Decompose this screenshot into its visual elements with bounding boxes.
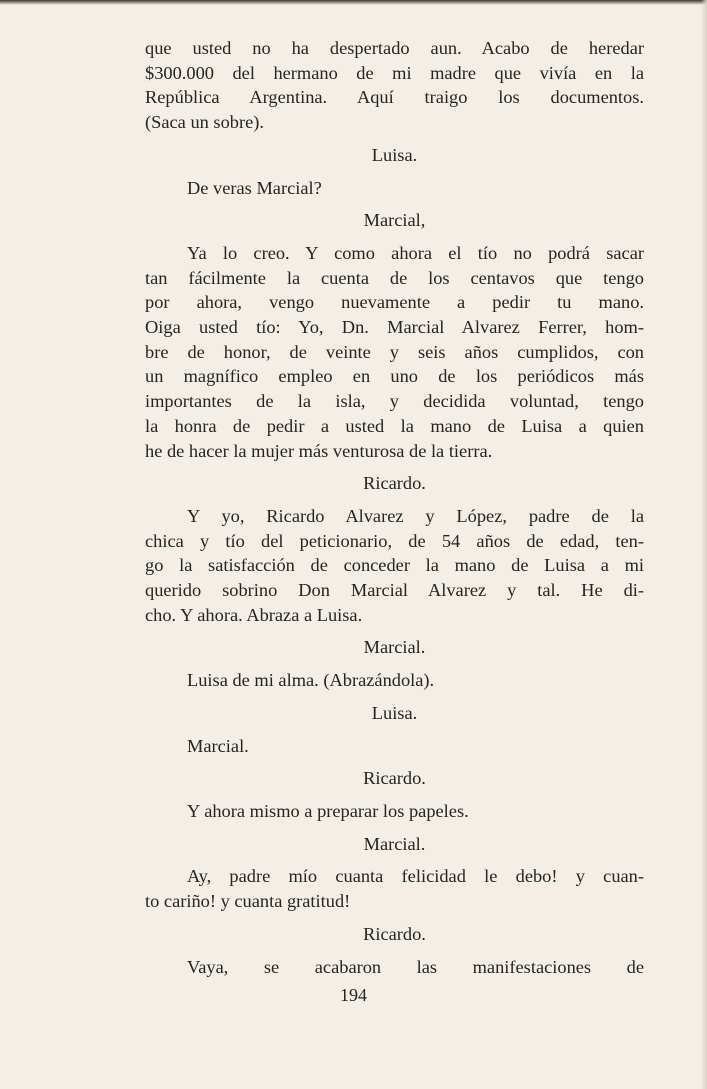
text-line: la honra de pedir a usted la mano de Luisa a quien xyxy=(145,415,644,436)
text-line: importantes de la isla, y decidida voluntad, tengo xyxy=(145,391,644,412)
text-line: to cariño! y cuanta gratitud! xyxy=(145,891,351,912)
text-line: Luisa de mi alma. (Abrazándola). xyxy=(187,670,435,691)
speech-paragraph xyxy=(145,864,644,913)
text-line: De veras Marcial? xyxy=(187,177,322,198)
text-line: Y yo, Ricardo Alvarez y López, padre de la xyxy=(187,505,644,526)
speech-paragraph xyxy=(145,799,644,824)
text-line: Vaya, se acabaron las manifestaciones de xyxy=(187,956,644,977)
text-line: querido sobrino Don Marcial Alvarez y tal. He di- xyxy=(145,580,644,601)
speaker-name: Luisa. xyxy=(371,702,418,723)
page-number: 194 xyxy=(340,985,367,1005)
text-line: Marcial. xyxy=(187,735,249,756)
text-line: tan fácilmente la cuenta de los centavos que tengo xyxy=(145,267,644,288)
text-line: Oiga usted tío: Yo, Dn. Marcial Alvarez Ferrer, hom- xyxy=(145,317,644,338)
text-line: República Argentina. Aquí traigo los documentos. xyxy=(145,87,644,108)
speaker-name: Luisa. xyxy=(371,144,418,165)
text-line: he de hacer la mujer más venturosa de la tierra. xyxy=(145,440,493,461)
speaker-name: Ricardo. xyxy=(363,768,426,789)
speech-paragraph xyxy=(145,668,644,693)
text-line: Ya lo creo. Y como ahora el tío no podrá sacar xyxy=(187,242,644,263)
page-right-edge-shadow xyxy=(701,0,707,1089)
speech-paragraph xyxy=(145,36,644,135)
page-top-edge-shadow xyxy=(0,0,707,5)
play-text xyxy=(145,36,644,979)
text-line: chica y tío del peticionario, de 54 años de edad, ten- xyxy=(145,530,644,551)
text-line: cho. Y ahora. Abraza a Luisa. xyxy=(145,604,363,625)
text-line: que usted no ha despertado aun. Acabo de heredar xyxy=(145,38,644,58)
speech-paragraph xyxy=(145,176,644,201)
speaker-name: Marcial. xyxy=(363,637,426,658)
speaker-name: Marcial. xyxy=(363,833,426,854)
text-line: go la satisfacción de conceder la mano de Luisa a mi xyxy=(145,555,644,576)
text-line: por ahora, vengo nuevamente a pedir tu mano. xyxy=(145,292,644,313)
speaker-name: Marcial, xyxy=(363,210,426,231)
speech-paragraph xyxy=(145,504,644,628)
speaker-name: Ricardo. xyxy=(363,923,426,944)
speech-paragraph xyxy=(145,241,644,463)
text-line: Ay, padre mío cuanta felicidad le debo! y cuan- xyxy=(187,866,644,887)
text-line: bre de honor, de veinte y seis años cumplidos, con xyxy=(145,341,644,362)
speaker-name: Ricardo. xyxy=(363,473,426,494)
text-line: un magnífico empleo en uno de los periódicos más xyxy=(145,366,644,387)
text-line: (Saca un sobre). xyxy=(145,112,264,133)
speech-paragraph xyxy=(145,734,644,759)
text-line: Y ahora mismo a preparar los papeles. xyxy=(187,800,469,821)
speech-paragraph xyxy=(145,955,644,980)
text-line: $300.000 del hermano de mi madre que vivía en la xyxy=(145,62,644,83)
